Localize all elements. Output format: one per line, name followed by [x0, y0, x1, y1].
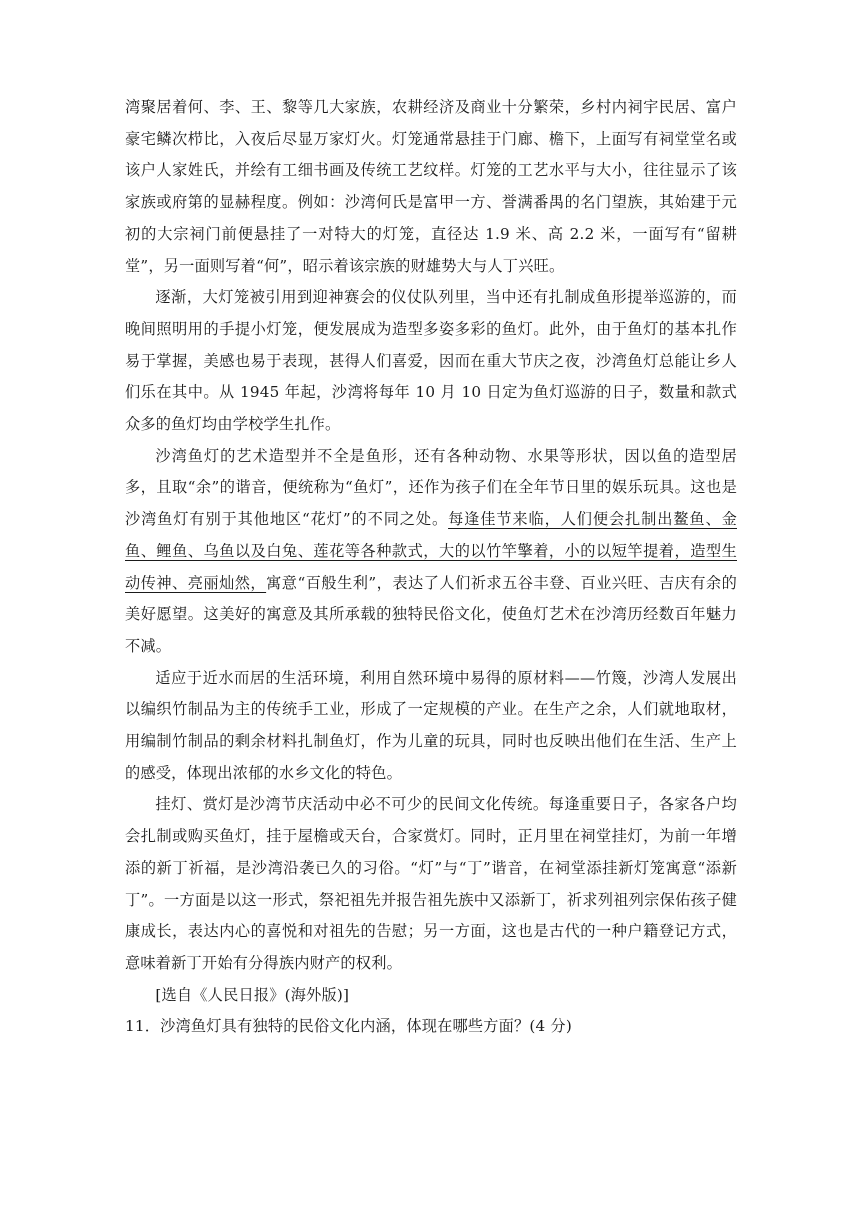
paragraph-3-lead: 沙湾鱼灯的艺术造型并不全是鱼形，还有各种动物、水果等形状，因以鱼的造型居多，且取“余”的谐音，便统称为“鱼灯”，还作为孩子们在全年节日里的娱乐玩具。这也是沙湾鱼灯有别于其他地区“花灯”的不同之处。: [125, 446, 737, 529]
paragraph-4: 适应于近水而居的生活环境，利用自然环境中易得的原材料——竹篾，沙湾人发展出以编织竹制品为主的传统手工业，形成了一定规模的产业。在生产之余，人们就地取材，用编制竹制品的剩余材料扎制鱼灯，作为儿童的玩具，同时也反映出他们在生活、生产上的感受，体现出浓郁的水乡文化的特色。: [125, 668, 737, 782]
article-body: [125, 92, 737, 1043]
paragraph-5: 挂灯、赏灯是沙湾节庆活动中必不可少的民间文化传统。每逢重要日子，各家各户均会扎制或购买鱼灯，挂于屋檐或天台，合家赏灯。同时，正月里在祠堂挂灯，为前一年增添的新丁祈福，是沙湾沿袭已久的习俗。“灯”与“丁”谐音，在祠堂添挂新灯笼寓意“添新丁”。一方面是以这一形式，祭祀祖先并报告祖先族中又添新丁，祈求列祖列宗保佑孩子健康成长，表达内心的喜悦和对祖先的告慰；另一方面，这也是古代的一种户籍登记方式，意味着新丁开始有分得族内财产的权利。: [125, 795, 737, 972]
paragraph-3: [125, 441, 737, 663]
question-11: 11．沙湾鱼灯具有独特的民俗文化内涵，体现在哪些方面？(4 分): [125, 1017, 572, 1036]
paragraph-3-tail: 寓意“百般生利”，表达了人们祈求五谷丰登、百业兴旺、吉庆有余的美好愿望。这美好的寓意及其所承载的独特民俗文化，使鱼灯艺术在沙湾历经数百年魅力不减。: [125, 573, 737, 655]
underlined-sentence: 每逢佳节来临，人们便会扎制出鳌鱼、金鱼、鲤鱼、乌鱼以及白兔、莲花等各种款式，大的以竹竿擎着，小的以短竿提着，造型生动传神、亮丽灿然，: [125, 510, 737, 592]
source-citation: [选自《人民日报》(海外版)]: [155, 985, 350, 1004]
paragraph-2: 逐渐，大灯笼被引用到迎神赛会的仪仗队列里，当中还有扎制成鱼形提举巡游的，而晚间照明用的手提小灯笼，便发展成为造型多姿多彩的鱼灯。此外，由于鱼灯的基本扎作易于掌握，美感也易于表现，甚得人们喜爱，因而在重大节庆之夜，沙湾鱼灯总能让乡人们乐在其中。从 1945 年起，沙湾将每年 10 月 10 日定为鱼灯巡游的日子，数量和款式众多的鱼灯均由学校学生扎作。: [125, 288, 737, 434]
paragraph-1: 湾聚居着何、李、王、黎等几大家族，农耕经济及商业十分繁荣，乡村内祠宇民居、富户豪宅鳞次栉比，入夜后尽显万家灯火。灯笼通常悬挂于门廊、檐下，上面写有祠堂堂名或该户人家姓氏，并绘有工细书画及传统工艺纹样。灯笼的工艺水平与大小，往往显示了该家族或府第的显赫程度。例如：沙湾何氏是富甲一方、誉满番禺的名门望族，其始建于元初的大宗祠门前便悬挂了一对特大的灯笼，直径达 1.9 米、高 2.2 米，一面写有“留耕堂”，另一面则写着“何”，昭示着该宗族的财雄势大与人丁兴旺。: [125, 98, 737, 275]
